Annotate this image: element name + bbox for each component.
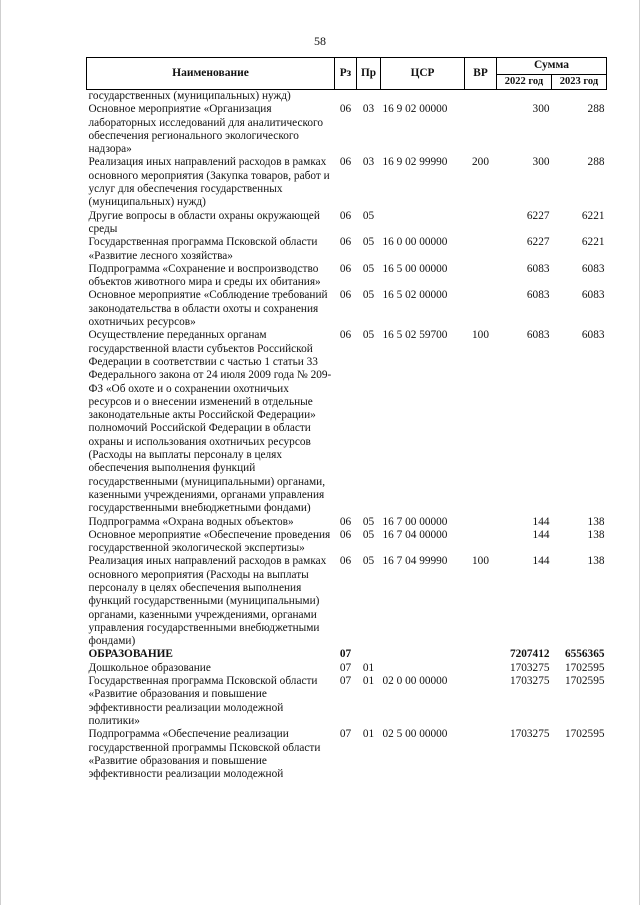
row-sum-2023: 6083: [581, 329, 605, 342]
row-vr: [465, 675, 497, 728]
row-pr: 01: [362, 675, 375, 688]
row-pr: 05: [362, 209, 375, 222]
row-rz: 06: [339, 515, 352, 528]
row-sum-2022: 6083: [526, 329, 550, 342]
row-rz: 07: [339, 675, 352, 688]
row-sum-2022: 6227: [526, 236, 550, 249]
row-vr: 200: [472, 156, 489, 169]
row-sum-2022: 6083: [526, 262, 550, 275]
row-sum-2023: 138: [587, 555, 605, 568]
row-pr: 05: [362, 236, 375, 249]
table-row: [87, 236, 607, 263]
header-year-2023: 2023 год: [552, 74, 607, 89]
row-csr: [381, 90, 465, 104]
table-row: [87, 555, 607, 648]
row-pr: [357, 90, 381, 104]
row-sum-2023: 6221: [581, 209, 605, 222]
row-rz: 06: [339, 236, 352, 249]
table-row: [87, 675, 607, 728]
row-name: Подпрограмма «Обеспечение реализации государственной программы Псковской области «Развитие образования и повышение эффективности реализации молодежной: [88, 728, 321, 781]
row-rz: 07: [339, 728, 352, 741]
row-rz: 06: [339, 209, 352, 222]
row-csr: 02 0 00 00000: [382, 675, 448, 688]
row-rz: [335, 90, 357, 104]
row-name: Основное мероприятие «Обеспечение проведения государственной экологической экспертизы»: [88, 528, 331, 555]
row-rz: 06: [339, 103, 352, 116]
row-sum-2022: [497, 90, 552, 104]
row-csr: 16 5 02 00000: [382, 289, 448, 302]
row-pr: 05: [362, 515, 375, 528]
table-row: [87, 103, 607, 156]
row-vr: 100: [472, 555, 489, 568]
page-number: 58: [314, 34, 326, 48]
row-pr: 01: [362, 661, 375, 674]
row-sum-2022: 300: [532, 103, 550, 116]
row-csr: 16 5 02 59700: [382, 329, 448, 342]
row-sum-2022: 144: [532, 515, 550, 528]
row-sum-2023: 138: [587, 528, 605, 541]
table-row: [87, 289, 607, 329]
table-row: [87, 156, 607, 209]
header-year-2022: 2022 год: [497, 74, 552, 89]
row-vr: [465, 103, 497, 156]
table-row: [87, 90, 607, 104]
table-row: [87, 728, 607, 781]
row-csr: 16 9 02 00000: [382, 103, 448, 116]
row-pr: 05: [362, 329, 375, 342]
row-sum-2023: 1702595: [564, 661, 605, 674]
row-pr: 01: [362, 728, 375, 741]
row-sum-2023: 6221: [581, 236, 605, 249]
row-name: государственных (муниципальных) нужд): [88, 90, 291, 102]
row-csr: 16 7 04 99990: [382, 555, 448, 568]
row-sum-2022: 144: [532, 528, 550, 541]
row-sum-2023: 288: [587, 103, 605, 116]
row-rz: 06: [339, 329, 352, 342]
row-vr: [465, 728, 497, 781]
header-vr: ВР: [465, 58, 497, 90]
row-csr: [381, 662, 465, 675]
row-sum-2023: 138: [587, 515, 605, 528]
row-name: Другие вопросы в области охраны окружающей среды: [88, 209, 320, 235]
row-csr: 16 7 04 00000: [382, 528, 448, 541]
table-body: [87, 90, 607, 782]
row-rz: 07: [339, 661, 352, 674]
row-name: Основное мероприятие «Соблюдение требований законодательства в области охоты и сохранения охотничьих ресурсов»: [88, 289, 328, 329]
header-csr: ЦСР: [381, 58, 465, 90]
row-pr: 05: [362, 262, 375, 275]
row-name: Подпрограмма «Сохранение и воспроизводство объектов животного мира и среды их обитания»: [88, 262, 321, 289]
row-csr: 16 7 00 00000: [382, 515, 448, 528]
row-name: Государственная программа Псковской области «Развитие лесного хозяйства»: [88, 236, 318, 262]
row-pr: [357, 648, 381, 661]
row-sum-2022: 6227: [526, 209, 550, 222]
header-name: Наименование: [87, 58, 335, 90]
row-csr: [381, 210, 465, 237]
table-row: [87, 263, 607, 290]
row-vr: [465, 662, 497, 675]
budget-table: [86, 57, 607, 781]
row-rz: 06: [339, 555, 352, 568]
row-pr: 05: [362, 555, 375, 568]
row-sum-2022: 300: [532, 156, 550, 169]
row-sum-2023: [552, 90, 607, 104]
header-pr: Пр: [357, 58, 381, 90]
row-name: Подпрограмма «Охрана водных объектов»: [88, 515, 294, 528]
row-vr: [465, 529, 497, 556]
row-sum-2022: 1703275: [509, 728, 550, 741]
row-pr: 03: [362, 156, 375, 169]
row-vr: 100: [472, 329, 489, 342]
row-pr: 05: [362, 289, 375, 302]
row-csr: 16 0 00 00000: [382, 236, 448, 249]
row-name: Осуществление переданных органам государственной власти субъектов Российской Федерации в соответствии с частью 1 статьи 33 Федерального закона от 24 июля 2009 года № 209-ФЗ «Об охоте и о сохранении охотничьих ресурсов и о внесении изменений в отдельные законодательные акты Российской Федерации» полномочий Российской Федерации в области охраны и использования охотничьих ресурсов (Расходы на выплаты персоналу в целях обеспечения выполнения функций государственными (муниципальными) органами, казенными учреждениями, органами управления государственными внебюджетными фондами): [88, 329, 332, 515]
table-row: [87, 529, 607, 556]
row-sum-2022: 6083: [526, 289, 550, 302]
row-name: Основное мероприятие «Организация лабораторных исследований для аналитического обеспечения регионального экологического надзора»: [88, 103, 324, 156]
row-sum-2022: 1703275: [509, 675, 550, 688]
row-csr: 02 5 00 00000: [382, 728, 448, 741]
row-rz: 07: [339, 648, 352, 661]
row-vr: [465, 90, 497, 104]
row-vr: [465, 289, 497, 329]
row-sum-2023: 6083: [581, 289, 605, 302]
header-sum: Сумма: [497, 58, 607, 75]
header-rz: Рз: [335, 58, 357, 90]
row-rz: 06: [339, 262, 352, 275]
table-row: [87, 516, 607, 529]
row-sum-2023: 288: [587, 156, 605, 169]
row-name: Реализация иных направлений расходов в рамках основного мероприятия (Расходы на выплаты персоналу в целях обеспечения выполнения функций государственными (муниципальными) органами, казенными учреждениями, органами управления государственными внебюджетными фондами): [88, 555, 327, 648]
row-sum-2022: 7207412: [509, 648, 550, 661]
table-row: [87, 662, 607, 675]
table-row: [87, 210, 607, 237]
table-row: [87, 648, 607, 661]
row-pr: 05: [362, 528, 375, 541]
row-name: Реализация иных направлений расходов в рамках основного мероприятия (Закупка товаров, работ и услуг для обеспечения государственных (муниципальных) нужд): [88, 156, 330, 209]
row-sum-2022: 1703275: [509, 661, 550, 674]
row-sum-2022: 144: [532, 555, 550, 568]
row-csr: 16 9 02 99990: [382, 156, 448, 169]
row-rz: 06: [339, 528, 352, 541]
row-sum-2023: 6556365: [564, 648, 605, 661]
row-csr: [381, 648, 465, 661]
row-name: Дошкольное образование: [88, 661, 211, 674]
row-vr: [465, 236, 497, 263]
row-pr: 03: [362, 103, 375, 116]
row-vr: [465, 263, 497, 290]
row-vr: [465, 210, 497, 237]
row-csr: 16 5 00 00000: [382, 262, 448, 275]
table-row: [87, 329, 607, 515]
row-name: ОБРАЗОВАНИЕ: [88, 648, 173, 661]
row-vr: [465, 516, 497, 529]
row-name: Государственная программа Псковской области «Развитие образования и повышение эффективности реализации молодежной политики»: [88, 675, 318, 727]
row-rz: 06: [339, 156, 352, 169]
row-vr: [465, 648, 497, 661]
row-rz: 06: [339, 289, 352, 302]
row-sum-2023: 1702595: [564, 728, 605, 741]
row-sum-2023: 1702595: [564, 675, 605, 688]
row-sum-2023: 6083: [581, 262, 605, 275]
